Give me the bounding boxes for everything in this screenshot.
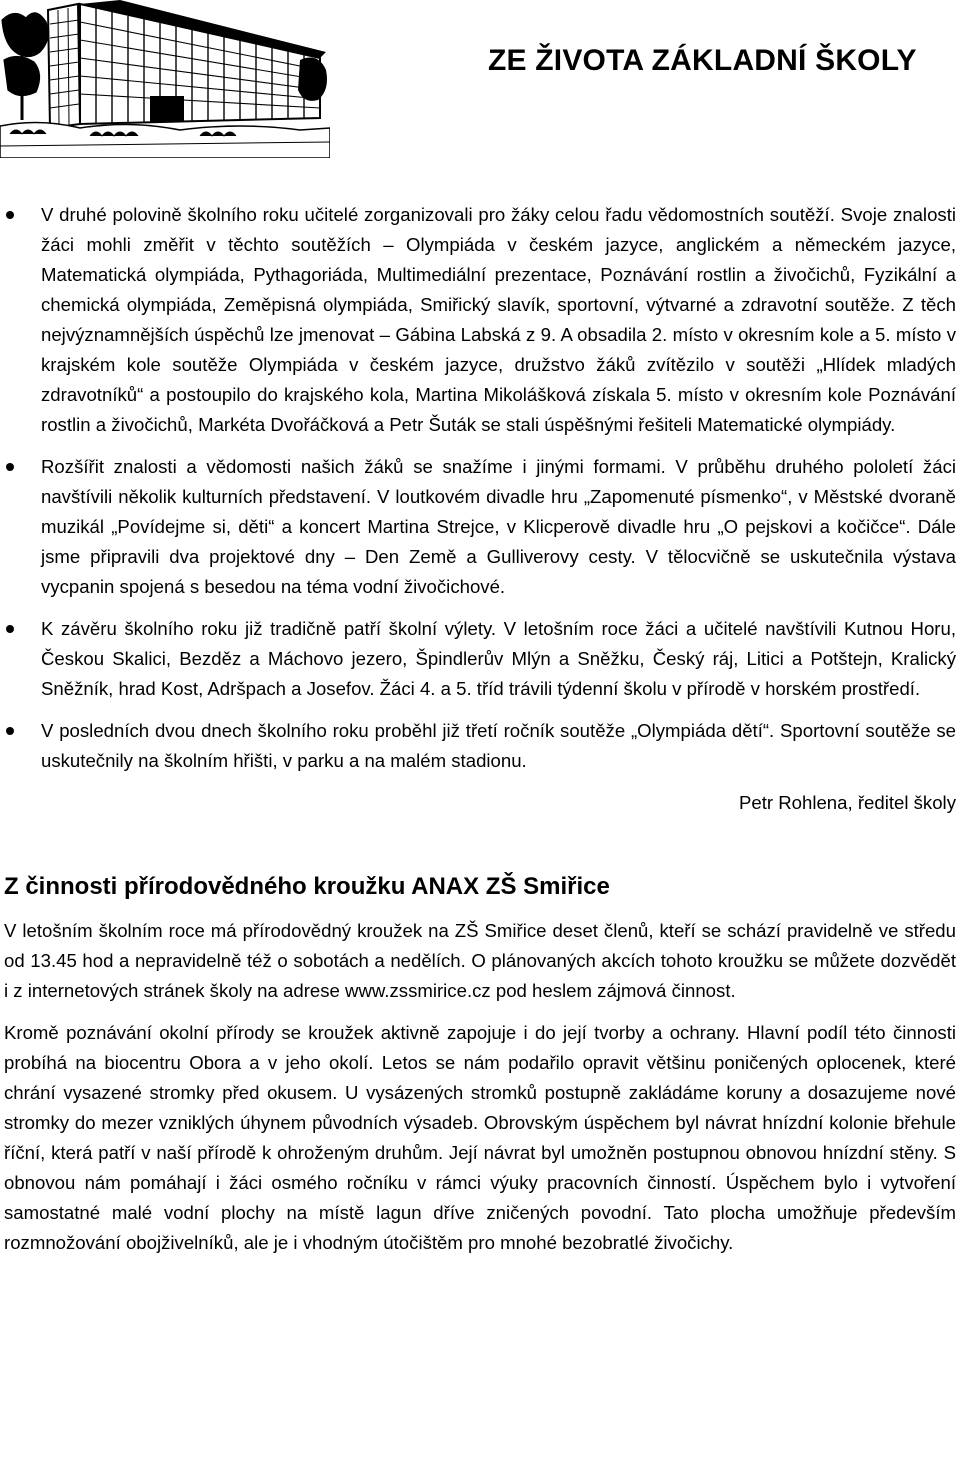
list-item [4, 614, 956, 704]
section-heading: Z činnosti přírodovědného kroužku ANAX ZŠ Smiřice [4, 873, 610, 900]
paragraph: Kromě poznávání okolní přírody se kroužek aktivně zapojuje i do její tvorby a ochrany. Hlavní podíl této činnosti probíhá na biocentru Obora a v jeho okolí. Letos se nám podařilo opravit většinu poničených oplocenek, které chrání vysazené stromky před okusem. U vysázených stromků postupně zakládáme koruny a dosazujeme nové stromky do mezer vzniklých úhynem původních výsadeb. Obrovským úspěchem byl návrat hnízdní kolonie břehule říční, která patří v naší přírodě k ohroženým druhům. Její návrat byl umožněn postupnou obnovou hnízdní stěny. S obnovou nám pomáhají i žáci osmého ročníku v rámci výuky pracovních činností. Úspěchem bylo i vytvoření samostatné malé vodní plochy na místě lagun dříve zničených povodní. Tato plocha umožňuje především rozmnožování obojživelníků, ale je i vhodným útočištěm pro mnohé bezobratlé živočichy. [4, 1022, 956, 1253]
list-item [4, 452, 956, 602]
bullet-icon [6, 211, 14, 219]
list-item [4, 200, 956, 440]
school-building-illustration [0, 0, 330, 158]
list-item-text: V druhé polovině školního roku učitelé zorganizovali pro žáky celou řadu vědomostních soutěží. Svoje znalosti žáci mohli změřit v těchto soutěžích – Olympiáda v českém jazyce, anglickém a německém jazyce, Matematická olympiáda, Pythagoriáda, Multimediální prezentace, Poznávání rostlin a živočichů, Fyzikální a chemická olympiáda, Zeměpisná olympiáda, Smiřický slavík, sportovní, výtvarné a zdravotní soutěže. Z těch nejvýznamnějších úspěchů lze jmenovat – Gábina Labská z 9. A obsadila 2. místo v okresním kole a 5. místo v krajském kole soutěže Olympiáda v českém jazyce, družstvo žáků zvítězilo v soutěži „Hlídek mladých zdravotníků“ a postoupilo do krajského kola, Martina Mikolášková získala 5. místo v okresním kole Poznávání rostlin a živočichů, Markéta Dvořáčková a Petr Šuták se stali úspěšnými řešiteli Matematické olympiády. [41, 204, 956, 435]
list-item-text: V posledních dvou dnech školního roku proběhl již třetí ročník soutěže „Olympiáda dětí“. Sportovní soutěže se uskutečnily na školním hřišti, v parku a na malém stadionu. [41, 720, 956, 771]
page-title: ZE ŽIVOTA ZÁKLADNÍ ŠKOLY [488, 44, 917, 77]
list-item-text: K závěru školního roku již tradičně patří školní výlety. V letošním roce žáci a učitelé navštívili Kutnou Horu, Českou Skalici, Bezděz a Máchovo jezero, Špindlerův Mlýn a Sněžku, Český ráj, Litici a Potštejn, Kralický Sněžník, hrad Kost, Adršpach a Josefov. Žáci 4. a 5. tříd trávili týdenní školu v přírodě v horském prostředí. [41, 618, 956, 699]
list-item [4, 716, 956, 776]
paragraph: V letošním školním roce má přírodovědný kroužek na ZŠ Smiřice deset členů, kteří se schází pravidelně ve středu od 13.45 hod a nepravidelně též o sobotách a nedělích. O plánovaných akcích tohoto kroužku se můžete dozvědět i z internetových stránek školy na adrese www.zssmirice.cz pod heslem zájmová činnost. [4, 920, 956, 1001]
signature: Petr Rohlena, ředitel školy [738, 792, 956, 813]
bullet-icon [6, 463, 14, 471]
bullet-icon [6, 727, 14, 735]
list-item-text: Rozšířit znalosti a vědomosti našich žáků se snažíme i jinými formami. V průběhu druhého pololetí žáci navštívili několik kulturních představení. V loutkovém divadle hru „Zapomenuté písmenko“, v Městské dvoraně muzikál „Povídejme si, děti“ a koncert Martina Strejce, v Klicperově divadle hru „O pejskovi a kočičce“. Dále jsme připravili dva projektové dny – Den Země a Gulliverovy cesty. V tělocvičně se uskutečnila výstava vycpanin spojená s besedou na téma vodní živočichové. [41, 456, 956, 597]
bullet-list [4, 200, 956, 776]
article-content [4, 200, 956, 1270]
page-header [0, 0, 960, 160]
bullet-icon [6, 625, 14, 633]
